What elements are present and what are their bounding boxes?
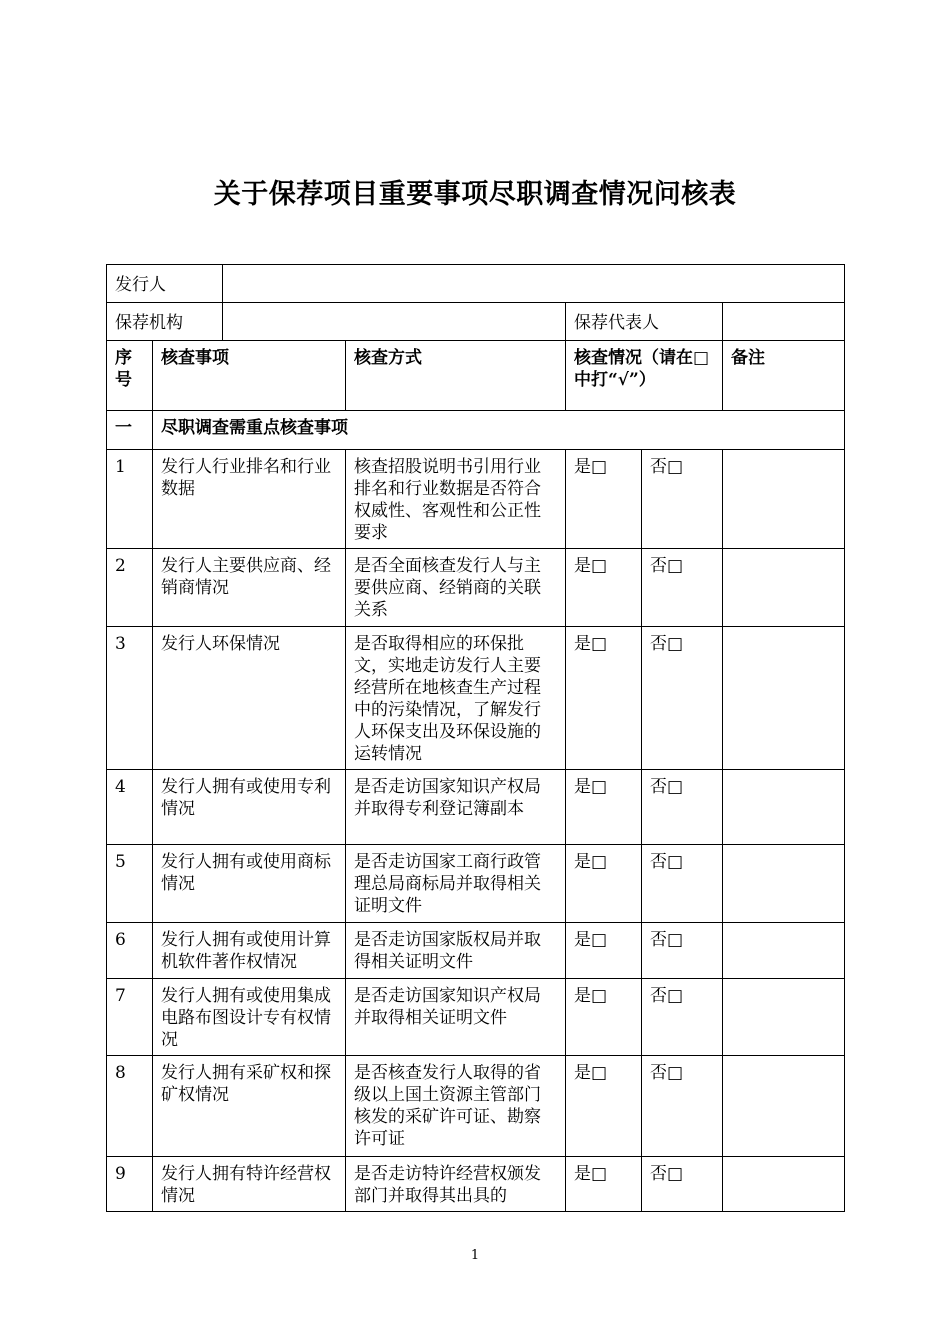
- row-no-checkbox[interactable]: 否□: [642, 627, 723, 770]
- sponsor-label: 保荐机构: [107, 303, 223, 341]
- row-item: 发行人拥有或使用商标情况: [153, 845, 346, 923]
- row-item: 发行人拥有特许经营权情况: [153, 1157, 346, 1212]
- table-row: [107, 979, 845, 1056]
- row-seq: 9: [107, 1157, 153, 1212]
- row-item: 发行人拥有或使用集成电路布图设计专有权情况: [153, 979, 346, 1056]
- table-row: [107, 923, 845, 979]
- row-seq: 1: [107, 450, 153, 549]
- row-no-checkbox[interactable]: 否□: [642, 450, 723, 549]
- row-no-checkbox[interactable]: 否□: [642, 770, 723, 845]
- row-item: 发行人拥有或使用专利情况: [153, 770, 346, 845]
- row-item: 发行人行业排名和行业数据: [153, 450, 346, 549]
- row-remark[interactable]: [723, 923, 845, 979]
- row-no-checkbox[interactable]: 否□: [642, 979, 723, 1056]
- row-seq: 3: [107, 627, 153, 770]
- row-remark[interactable]: [723, 1056, 845, 1157]
- row-method: 是否走访国家版权局并取得相关证明文件: [346, 923, 566, 979]
- row-method: 核查招股说明书引用行业排名和行业数据是否符合权威性、客观性和公正性要求: [346, 450, 566, 549]
- section-title: 尽职调查需重点核查事项: [153, 411, 845, 450]
- col-remark-header: 备注: [723, 341, 845, 411]
- table-row: [107, 845, 845, 923]
- section-row: [107, 411, 845, 450]
- rep-label: 保荐代表人: [566, 303, 723, 341]
- col-seq-header: 序号: [107, 341, 153, 411]
- row-seq: 6: [107, 923, 153, 979]
- row-remark[interactable]: [723, 770, 845, 845]
- row-item: 发行人主要供应商、经销商情况: [153, 549, 346, 627]
- row-method: 是否全面核查发行人与主要供应商、经销商的关联关系: [346, 549, 566, 627]
- section-number: 一: [107, 411, 153, 450]
- row-item: 发行人拥有采矿权和探矿权情况: [153, 1056, 346, 1157]
- row-yes-checkbox[interactable]: 是□: [566, 549, 642, 627]
- row-method: 是否走访国家知识产权局并取得专利登记簿副本: [346, 770, 566, 845]
- issuer-label: 发行人: [107, 265, 223, 303]
- row-yes-checkbox[interactable]: 是□: [566, 770, 642, 845]
- row-remark[interactable]: [723, 549, 845, 627]
- verification-table: [106, 264, 845, 1212]
- col-method-header: 核查方式: [346, 341, 566, 411]
- row-method: 是否核查发行人取得的省级以上国土资源主管部门核发的采矿许可证、勘察许可证: [346, 1056, 566, 1157]
- row-seq: 7: [107, 979, 153, 1056]
- row-remark[interactable]: [723, 1157, 845, 1212]
- table-row: [107, 450, 845, 549]
- row-yes-checkbox[interactable]: 是□: [566, 450, 642, 549]
- row-no-checkbox[interactable]: 否□: [642, 549, 723, 627]
- row-remark[interactable]: [723, 450, 845, 549]
- table-row: [107, 770, 845, 845]
- page-title: 关于保荐项目重要事项尽职调查情况问核表: [213, 179, 737, 210]
- row-yes-checkbox[interactable]: 是□: [566, 1056, 642, 1157]
- col-status-header: 核查情况（请在□中打“√”）: [566, 341, 723, 411]
- col-item-header: 核查事项: [153, 341, 346, 411]
- row-remark[interactable]: [723, 845, 845, 923]
- column-header-row: [107, 341, 845, 411]
- table-row: [107, 549, 845, 627]
- page-number: 1: [470, 1248, 480, 1263]
- row-no-checkbox[interactable]: 否□: [642, 1157, 723, 1212]
- row-remark[interactable]: [723, 627, 845, 770]
- row-yes-checkbox[interactable]: 是□: [566, 979, 642, 1056]
- table-row: [107, 627, 845, 770]
- issuer-row: [107, 265, 845, 303]
- row-seq: 2: [107, 549, 153, 627]
- row-no-checkbox[interactable]: 否□: [642, 923, 723, 979]
- row-seq: 5: [107, 845, 153, 923]
- row-no-checkbox[interactable]: 否□: [642, 1056, 723, 1157]
- sponsor-field[interactable]: [223, 303, 566, 341]
- row-method: 是否取得相应的环保批文，实地走访发行人主要经营所在地核查生产过程中的污染情况，了解发行人环保支出及环保设施的运转情况: [346, 627, 566, 770]
- row-method: 是否走访国家工商行政管理总局商标局并取得相关证明文件: [346, 845, 566, 923]
- row-seq: 4: [107, 770, 153, 845]
- row-yes-checkbox[interactable]: 是□: [566, 845, 642, 923]
- row-yes-checkbox[interactable]: 是□: [566, 923, 642, 979]
- row-seq: 8: [107, 1056, 153, 1157]
- row-remark[interactable]: [723, 979, 845, 1056]
- table-row: [107, 1056, 845, 1157]
- table-row: [107, 1157, 845, 1212]
- row-item: 发行人拥有或使用计算机软件著作权情况: [153, 923, 346, 979]
- row-yes-checkbox[interactable]: 是□: [566, 1157, 642, 1212]
- row-method: 是否走访国家知识产权局并取得相关证明文件: [346, 979, 566, 1056]
- rep-field[interactable]: [723, 303, 845, 341]
- row-no-checkbox[interactable]: 否□: [642, 845, 723, 923]
- row-yes-checkbox[interactable]: 是□: [566, 627, 642, 770]
- issuer-field[interactable]: [223, 265, 845, 303]
- row-method: 是否走访特许经营权颁发部门并取得其出具的: [346, 1157, 566, 1212]
- sponsor-row: [107, 303, 845, 341]
- row-item: 发行人环保情况: [153, 627, 346, 770]
